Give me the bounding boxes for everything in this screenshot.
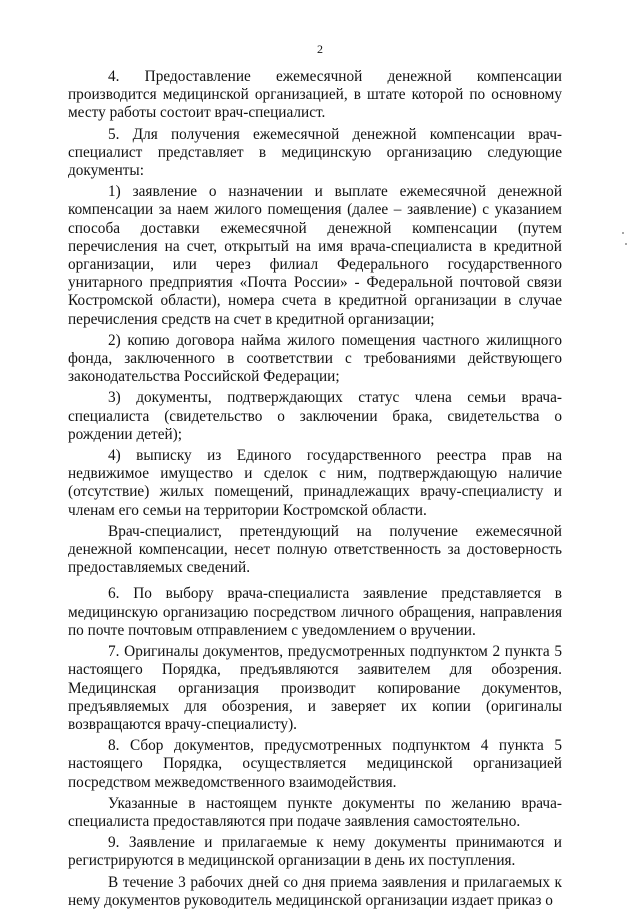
paragraph-item-9: 9. Заявление и прилагаемые к нему документы принимаются и регистрируются в медицинской организации в день их поступления. (68, 834, 562, 870)
paragraph-responsibility: Врач-специалист, претендующий на получение ежемесячной денежной компенсации, несет полную ответственность за достоверность предоставляемых сведений. (68, 522, 562, 577)
paragraph-item-5: 5. Для получения ежемесячной денежной компенсации врач-специалист представляет в медицинскую организацию следующие документы: (68, 125, 562, 180)
paragraph-item-5-2: 2) копию договора найма жилого помещения частного жилищного фонда, заключенного в соответствии с требованиями действующего законодательства Российской Федерации; (68, 331, 562, 386)
paragraph-item-8-note: Указанные в настоящем пункте документы по желанию врача-специалиста предоставляются при подаче заявления самостоятельно. (68, 794, 562, 830)
paragraph-item-5-3: 3) документы, подтверждающих статус члена семьи врача-специалиста (свидетельство о заключении брака, свидетельства о рождении детей); (68, 389, 562, 443)
paragraph-item-4: 4. Предоставление ежемесячной денежной компенсации производится медицинской организацией, в штате которой по основному месту работы состоит врач-специалист. (68, 68, 562, 122)
document-body (68, 68, 562, 910)
paragraph-item-5-1: 1) заявление о назначении и выплате ежемесячной денежной компенсации за наем жилого помещения (далее – заявление) с указанием способа доставки ежемесячной денежной компенсации (путем перечисления на счет, открытый на имя врача-специалиста в кредитной организации, или через филиал Федерального государственного унитарного предприятия «Почта России» - Федеральной почтовой связи Костромской области), номера счета в кредитной организации в случае перечисления средств на счет в кредитной организации; (68, 183, 562, 328)
page-number: 2 (317, 42, 323, 56)
scan-speck (625, 243, 627, 245)
paragraph-item-7: 7. Оригиналы документов, предусмотренных подпунктом 2 пункта 5 настоящего Порядка, предъявляются заявителем для обозрения. Медицинская организация производит копирование документов, предъявляемых для обозрения, и заверяет их копии (оригиналы возвращаются врачу-специалисту). (68, 643, 562, 733)
paragraph-item-9-order: В течение 3 рабочих дней со дня приема заявления и прилагаемых к нему документов руководитель медицинской организации издает приказ о (68, 873, 562, 909)
paragraph-item-8: 8. Сбор документов, предусмотренных подпунктом 4 пункта 5 настоящего Порядка, осуществляется медицинской организацией посредством межведомственного взаимодействия. (68, 737, 562, 791)
paragraph-item-6: 6. По выбору врача-специалиста заявление представляется в медицинскую организацию посредством личного обращения, направления по почте почтовым отправлением с уведомлением о вручении. (68, 585, 562, 639)
paragraph-item-5-4: 4) выписку из Единого государственного реестра прав на недвижимое имущество и сделок с ним, подтверждающую наличие (отсутствие) жилых помещений, принадлежащих врачу-специалисту и членам его семьи на территории Костромской области. (68, 447, 562, 519)
scan-speck (622, 232, 624, 234)
